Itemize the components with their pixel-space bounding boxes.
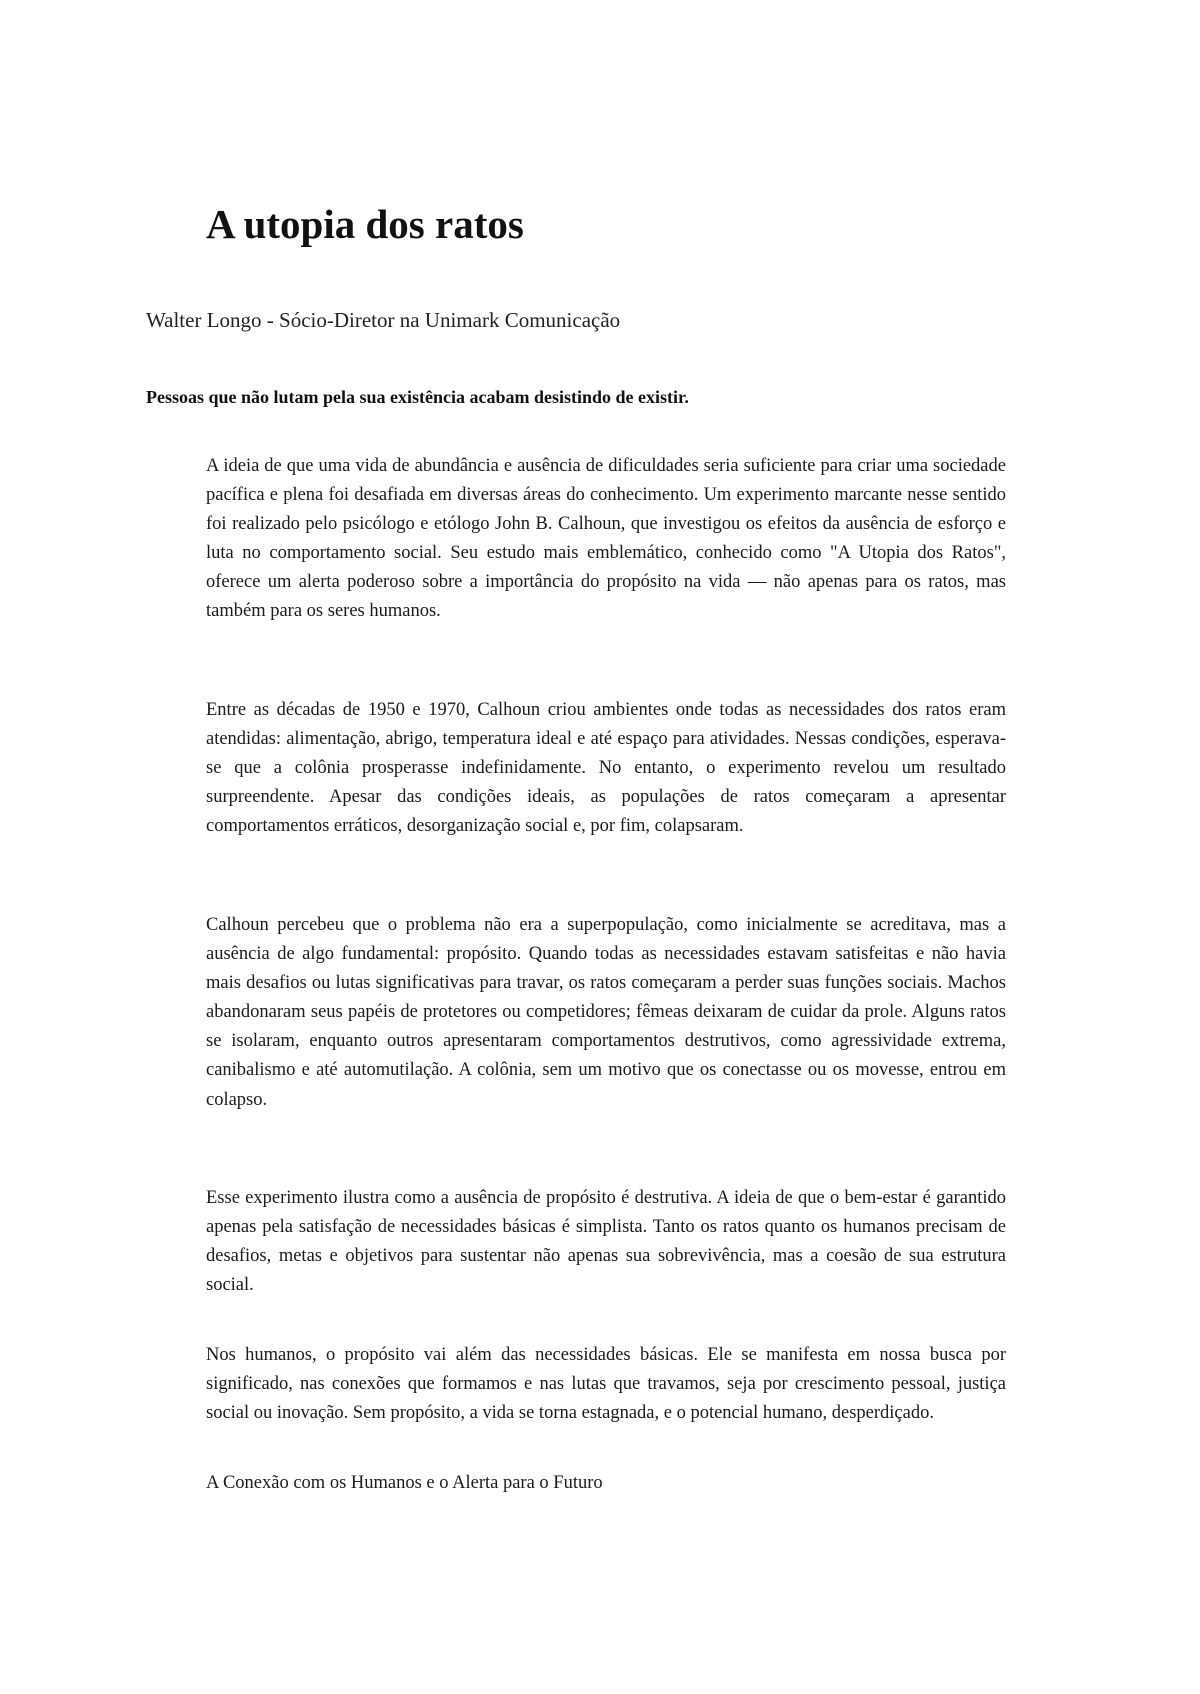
body-paragraph: A ideia de que uma vida de abundância e ausência de dificuldades seria suficiente para criar uma sociedade pacífica e plena foi desafiada em diversas áreas do conhecimento. Um experimento marcante nesse sentido foi realizado pelo psicólogo e etólogo John B. Calhoun, que investigou os efeitos da ausência de esforço e luta no comportamento social. Seu estudo mais emblemático, conhecido como "A Utopia dos Ratos", oferece um alerta poderoso sobre a importância do propósito na vida — não apenas para os ratos, mas também para os seres humanos. xyxy=(206,456,1006,622)
lead-sentence: Pessoas que não lutam pela sua existência acabam desistindo de existir. xyxy=(146,387,689,407)
section-heading: A Conexão com os Humanos e o Alerta para o Futuro xyxy=(206,1473,603,1493)
document-title: A utopia dos ratos xyxy=(206,201,524,247)
body-paragraph: Entre as décadas de 1950 e 1970, Calhoun criou ambientes onde todas as necessidades dos ratos eram atendidas: alimentação, abrigo, temperatura ideal e até espaço para atividades. Nessas condições, esperava-se que a colônia prosperasse indefinidamente. No entanto, o experimento revelou um resultado surpreendente. Apesar das condições ideais, as populações de ratos começaram a apresentar comportamentos erráticos, desorganização social e, por fim, colapsaram. xyxy=(206,700,1006,837)
body-paragraph: Nos humanos, o propósito vai além das necessidades básicas. Ele se manifesta em nossa busca por significado, nas conexões que formamos e nas lutas que travamos, seja por crescimento pessoal, justiça social ou inovação. Sem propósito, a vida se torna estagnada, e o potencial humano, desperdiçado. xyxy=(206,1345,1006,1424)
body-paragraph: Esse experimento ilustra como a ausência de propósito é destrutiva. A ideia de que o bem-estar é garantido apenas pela satisfação de necessidades básicas é simplista. Tanto os ratos quanto os humanos precisam de desafios, metas e objetivos para sustentar não apenas sua sobrevivência, mas a coesão de sua estrutura social. xyxy=(206,1188,1006,1296)
author-line: Walter Longo - Sócio-Diretor na Unimark Comunicação xyxy=(146,308,621,332)
body-paragraph: Calhoun percebeu que o problema não era a superpopulação, como inicialmente se acreditava, mas a ausência de algo fundamental: propósito. Quando todas as necessidades estavam satisfeitas e não havia mais desafios ou lutas significativas para travar, os ratos começaram a perder suas funções sociais. Machos abandonaram seus papéis de protetores ou competidores; fêmeas deixaram de cuidar da prole. Alguns ratos se isolaram, enquanto outros apresentaram comportamentos destrutivos, como agressividade extrema, canibalismo e até automutilação. A colônia, sem um motivo que os conectasse ou os movesse, entrou em colapso. xyxy=(206,915,1006,1110)
